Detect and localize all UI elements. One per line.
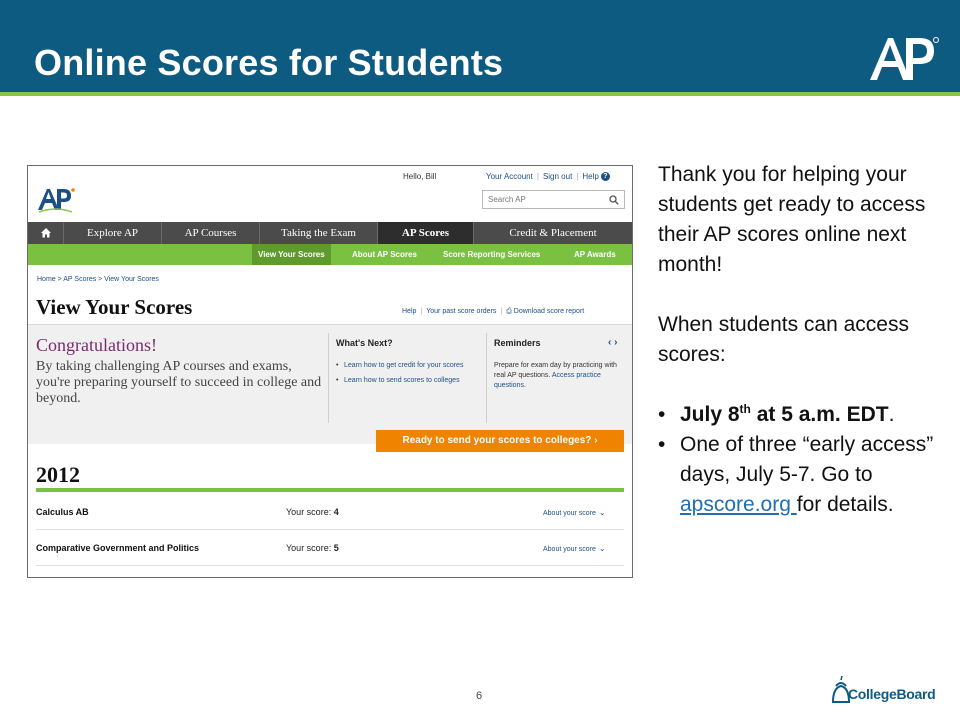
ap-logo-icon (866, 34, 940, 84)
nav-taking-the-exam[interactable]: Taking the Exam (260, 222, 378, 244)
practice-questions-link[interactable]: Access practice questions. (494, 372, 601, 389)
printer-icon: ⎙ (506, 308, 512, 315)
header-rule (0, 92, 960, 96)
your-account-link[interactable]: Your Account (486, 172, 533, 181)
nav-credit-placement[interactable]: Credit & Placement (509, 227, 597, 239)
nav-ap-courses[interactable]: AP Courses (162, 222, 260, 244)
table-row (36, 530, 624, 566)
help-link[interactable]: Help (582, 172, 599, 181)
collegeboard-logo: CollegeBoard (848, 686, 936, 702)
congrats-panel (28, 324, 632, 444)
subnav-ap-awards[interactable]: AP Awards (574, 250, 616, 259)
course-name: Calculus AB (36, 507, 89, 517)
slide-body (658, 160, 948, 520)
about-score-link[interactable]: About your score ⌄ (543, 508, 606, 517)
main-nav (28, 222, 632, 244)
hello-user: Hello, Bill (403, 172, 437, 181)
page-tools: Help | Your past score orders | ⎙ Download score report (402, 308, 585, 315)
download-report-link[interactable]: Download score report (513, 308, 585, 315)
search-icon[interactable] (609, 195, 619, 205)
bullet-list (658, 400, 948, 520)
page-number: 6 (476, 690, 483, 702)
whats-next-list (336, 361, 486, 391)
about-score-link[interactable]: About your score ⌄ (543, 544, 606, 553)
subnav-score-reporting[interactable]: Score Reporting Services (443, 250, 541, 259)
whats-next-title: What's Next? (336, 338, 393, 348)
send-scores-button[interactable]: Ready to send your scores to colleges? › (376, 430, 624, 452)
congrats-title: Congratulations! (36, 335, 157, 355)
reminders-title: Reminders (494, 338, 541, 348)
course-name: Comparative Government and Politics (36, 543, 200, 553)
score-value: Your score: 5 (286, 543, 339, 553)
breadcrumb[interactable]: Home > AP Scores > View Your Scores (37, 276, 159, 283)
when-text: When students can access scores: (658, 313, 909, 366)
whats-next-item[interactable]: • Learn how to send scores to colleges (336, 376, 486, 385)
nav-explore-ap[interactable]: Explore AP (64, 222, 162, 244)
sign-out-link[interactable]: Sign out (542, 172, 573, 181)
bullet-early-access: • One of three “early access” days, July 5-7. Go to apscore.org for details. (658, 430, 948, 520)
reminders-text: Prepare for exam day by practicing with real AP questions. Access practice questions. (494, 362, 617, 389)
search-placeholder: Search AP (488, 195, 526, 204)
panel-divider (486, 333, 487, 423)
ap-students-logo-icon (36, 186, 166, 214)
congrats-body: By taking challenging AP courses and exams, you're preparing yourself to succeed in college and beyond. (36, 359, 322, 406)
ap-students-screenshot (27, 165, 633, 578)
past-score-orders-link[interactable]: Your past score orders (426, 308, 497, 315)
search-input[interactable] (482, 190, 625, 209)
intro-text: Thank you for helping your students get ready to access their AP scores online next month! (658, 163, 926, 276)
reminders-arrows-icon[interactable]: ‹ › (608, 337, 618, 348)
nav-ap-scores[interactable]: AP Scores (378, 222, 474, 244)
bullet-july-8: • July 8th at 5 a.m. EDT. (658, 400, 948, 430)
subnav-about-ap-scores[interactable]: About AP Scores (352, 250, 417, 259)
slide-title: Online Scores for Students (34, 42, 504, 83)
sub-nav (28, 244, 632, 265)
subnav-view-your-scores[interactable]: View Your Scores (252, 244, 331, 265)
score-value: Your score: 4 (286, 507, 339, 517)
tools-help-link[interactable]: Help (402, 308, 417, 315)
year-rule (36, 488, 624, 492)
table-row (36, 494, 624, 530)
help-icon[interactable]: ? (601, 172, 610, 181)
page-title: View Your Scores (36, 295, 193, 319)
home-icon (40, 227, 52, 238)
nav-home[interactable] (28, 222, 64, 244)
whats-next-item[interactable]: • Learn how to get credit for your scores (336, 361, 486, 370)
chevron-down-icon: ⌄ (598, 544, 606, 553)
top-links: Your Account | Sign out | Help ? (486, 172, 610, 181)
chevron-down-icon: ⌄ (598, 508, 606, 517)
panel-divider (328, 333, 329, 423)
apscore-link[interactable]: apscore.org (680, 493, 797, 516)
score-year: 2012 (36, 462, 80, 487)
